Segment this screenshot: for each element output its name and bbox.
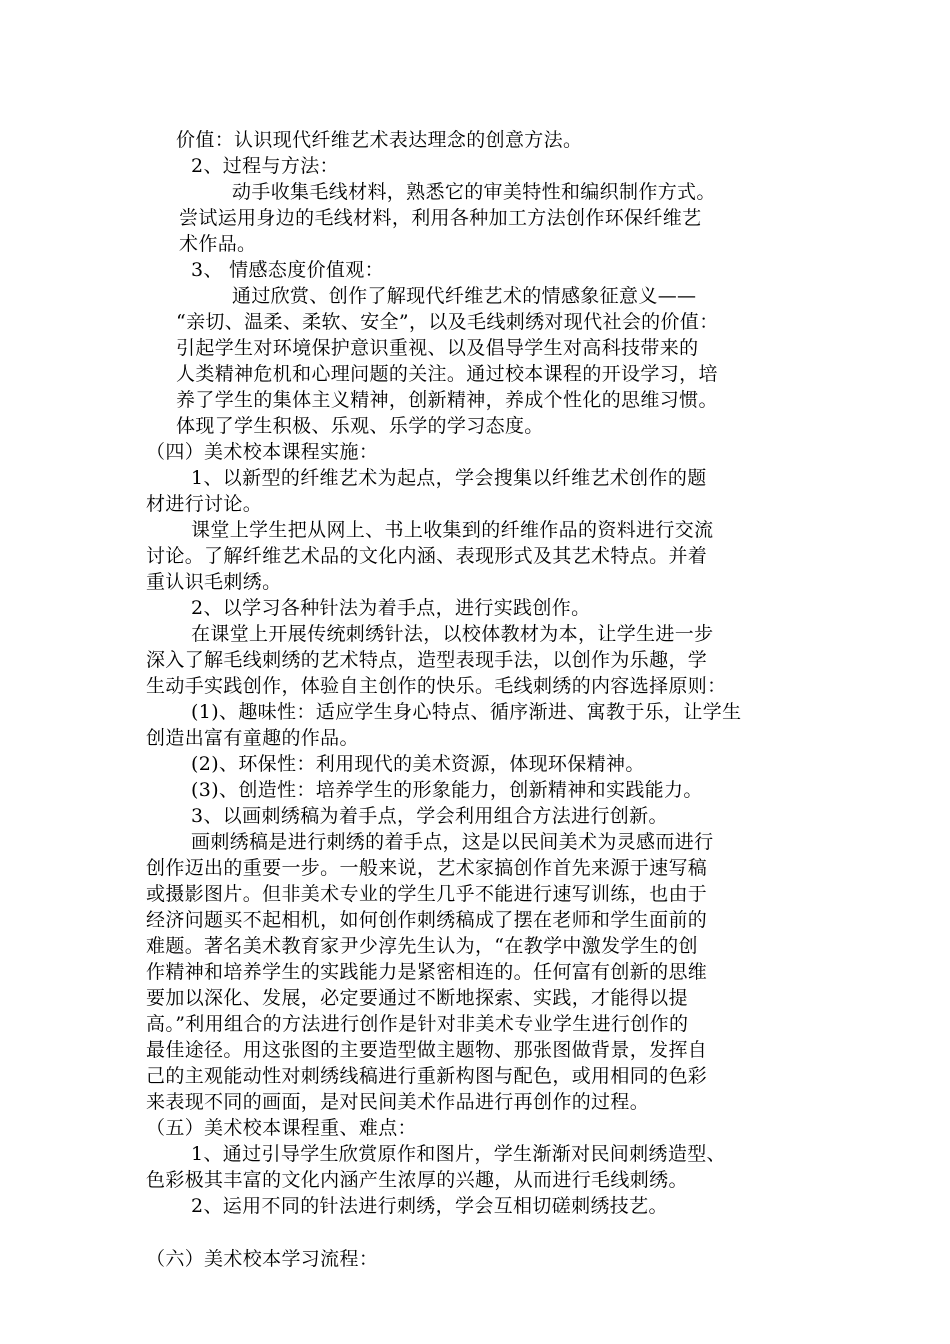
text-line-29: 创作迈出的重要一步。一般来说，艺术家搞创作首先来源于速写稿 <box>146 857 708 879</box>
text-line-42: 2、运用不同的针法进行刺绣，学会互相切磋刺绣技艺。 <box>191 1195 668 1217</box>
text-line-3: 动手收集毛线材料，熟悉它的审美特性和编织制作方式。 <box>232 181 716 203</box>
text-line-16: 课堂上学生把从网上、书上收集到的纤维作品的资料进行交流 <box>191 519 714 541</box>
text-line-10: 人类精神危机和心理问题的关注。通过校本课程的开设学习，培 <box>176 363 718 385</box>
text-line-34: 要加以深化、发展，必定要通过不断地探索、实践，才能得以提 <box>146 987 688 1009</box>
text-line-38: 来表现不同的画面，是对民间美术作品进行再创作的过程。 <box>146 1091 650 1113</box>
section-heading-6: （六）美术校本学习流程： <box>146 1248 379 1270</box>
text-line-4: 尝试运用身边的毛线材料，利用各种加工方法创作环保纤维艺 <box>179 207 702 229</box>
section-heading-4: （四）美术校本课程实施： <box>146 441 379 463</box>
text-line-22: 生动手实践创作，体验自主创作的快乐。毛线刺绣的内容选择原则： <box>146 675 727 697</box>
text-line-37: 己的主观能动性对刺绣线稿进行重新构图与配色，或用相同的色彩 <box>146 1065 708 1087</box>
text-line-8: “亲切、温柔、柔软、安全”，以及毛线刺绣对现代社会的价值： <box>176 311 719 333</box>
text-line-9: 引起学生对环境保护意识重视、以及倡导学生对高科技带来的 <box>176 337 699 359</box>
text-line-31: 经济问题买不起相机，如何创作刺绣稿成了摆在老师和学生面前的 <box>146 909 708 931</box>
text-line-20: 在课堂上开展传统刺绣针法，以校体教材为本，让学生进一步 <box>191 623 714 645</box>
text-line-41: 色彩极其丰富的文化内涵产生浓厚的兴趣，从而进行毛线刺绣。 <box>146 1169 688 1191</box>
text-line-19: 2、以学习各种针法为着手点，进行实践创作。 <box>191 597 591 619</box>
text-line-1: 价值：认识现代纤维艺术表达理念的创意方法。 <box>176 129 583 151</box>
section-heading-5: （五）美术校本课程重、难点： <box>146 1117 417 1139</box>
text-line-17: 讨论。了解纤维艺术品的文化内涵、表现形式及其艺术特点。并着 <box>146 545 708 567</box>
text-line-11: 养了学生的集体主义精神，创新精神，养成个性化的思维习惯。 <box>176 389 718 411</box>
text-line-36: 最佳途径。用这张图的主要造型做主题物、那张图做背景，发挥自 <box>146 1039 708 1061</box>
text-line-30: 或摄影图片。但非美术专业的学生几乎不能进行速写训练，也由于 <box>146 883 708 905</box>
text-line-27: 3、以画刺绣稿为着手点，学会利用组合方法进行创新。 <box>191 805 668 827</box>
text-line-18: 重认识毛刺绣。 <box>146 571 282 593</box>
text-line-14: 1、以新型的纤维艺术为起点，学会搜集以纤维艺术创作的题 <box>191 467 707 489</box>
text-line-33: 作精神和培养学生的实践能力是紧密相连的。任何富有创新的思维 <box>146 961 708 983</box>
text-line-2: 2、过程与方法： <box>191 155 339 177</box>
text-line-12: 体现了学生积极、乐观、乐学的学习态度。 <box>176 415 544 437</box>
text-line-6: 3、 情感态度价值观： <box>191 259 384 281</box>
text-line-25: (2)、环保性：利用现代的美术资源，体现环保精神。 <box>191 753 645 775</box>
text-line-26: (3)、创造性：培养学生的形象能力，创新精神和实践能力。 <box>191 779 703 801</box>
text-line-15: 材进行讨论。 <box>146 493 263 515</box>
text-line-32: 难题。著名美术教育家尹少淳先生认为，“在教学中激发学生的创 <box>146 935 698 957</box>
text-line-21: 深入了解毛线刺绣的艺术特点，造型表现手法，以创作为乐趣，学 <box>146 649 708 671</box>
text-line-28: 画刺绣稿是进行刺绣的着手点，这是以民间美术为灵感而进行 <box>191 831 714 853</box>
text-line-40: 1、通过引导学生欣赏原作和图片，学生渐渐对民间刺绣造型、 <box>191 1143 726 1165</box>
text-line-23: (1)、趣味性：适应学生身心特点、循序渐进、寓教于乐，让学生 <box>191 701 742 723</box>
text-line-35: 高。”利用组合的方法进行创作是针对非美术专业学生进行创作的 <box>146 1013 689 1035</box>
text-line-5: 术作品。 <box>179 233 257 255</box>
text-line-7: 通过欣赏、创作了解现代纤维艺术的情感象征意义—— <box>232 285 697 307</box>
text-line-24: 创造出富有童趣的作品。 <box>146 727 359 749</box>
